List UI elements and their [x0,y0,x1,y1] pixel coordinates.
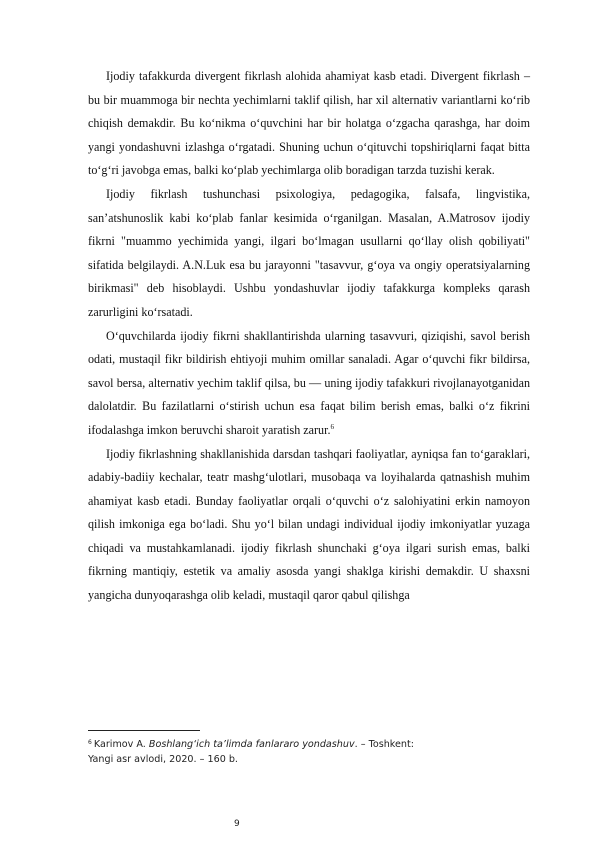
document-body [88,65,530,608]
footnote [88,737,418,767]
paragraph-divergent-thinking [88,65,530,183]
footnote-title: Boshlang‘ich ta’limda fanlararo yondashuv [148,739,355,750]
footnote-number: 6 [88,739,92,746]
paragraph-extracurricular [88,443,530,608]
paragraph-student-factors [88,325,530,443]
footnote-author: Karimov A. [93,739,146,750]
footnote-publication: . – Toshkent: Yangi asr avlodi, 2020. – 160 b. [88,739,414,765]
paragraph-text: Ijodiy tafakkurda divergent fikrlash alohida ahamiyat kasb etadi. Divergent fikrlash – bu bir muammoga bir nechta yechimlarni taklif qilish, har xil alternativ variantlarni ko‘rib chiqish demakdir. Bu ko‘nikma o‘quvchini har bir holatga o‘zgacha qarashga, har doim yangi yondashuvni izlashga o‘rgatadi. Shuning uchun o‘qituvchi topshiriqlarni faqat bitta to‘g‘ri javobga emas, balki ko‘plab yechimlarga olib boradigan tarzda tuzishi kerak. [88,69,530,178]
paragraph-text: Ijodiy fikrlash tushunchasi psixologiya, pedagogika, falsafa, lingvistika, san’atshunoslik kabi ko‘plab fanlar kesimida o‘rganilgan. Masalan, A.Matrosov ijodiy fikrni "muammo yechimida yangi, ilgari bo‘lmagan usullarni qo‘llay olish qobiliyati" sifatida belgilaydi. A.N.Luk esa bu jarayonni "tasavvur, g‘oya va ongiy operatsiyalarning birikmasi" deb hisoblaydi. Ushbu yondashuvlar ijodiy tafakkurga kompleks qarash zarurligini ko‘rsatadi. [88,186,530,319]
paragraph-text: Ijodiy fikrlashning shakllanishida darsdan tashqari faoliyatlar, ayniqsa fan to‘garaklari, adabiy-badiiy kechalar, teatr mashg‘ulotlari, musobaqa va loyihalarda qatnashish muhim ahamiyat kasb etadi. Bunday faoliyatlar orqali o‘quvchi o‘z salohiyatini erkin namoyon qilish imkoniga ega bo‘ladi. Shu yo‘l bilan undagi individual ijodiy imkoniyatlar yuzaga chiqadi va mustahkamlanadi. ijodiy fikrlash shunchaki g‘oya ilgari surish emas, balki fikrning mantiqiy, estetik va amaliy asosda yangi shaklga kirishi demakdir. U shaxsni yangicha dunyoqarashga olib keladi, mustaqil qaror qabul qilishga [88,446,530,603]
footnote-reference[interactable]: 6 [330,422,334,431]
paragraph-text: O‘quvchilarda ijodiy fikrni shakllantirishda ularning tasavvuri, qiziqishi, savol berish odati, mustaqil fikr bildirish ehtiyoji muhim omillar sanaladi. Agar o‘quvchi fikr bildirsa, savol bersa, alternativ yechim taklif qilsa, bu — uning ijodiy tafakkuri rivojlanayotganidan dalolatdir. Bu fazilatlarni o‘stirish uchun esa faqat bilim berish emas, balki o‘z fikrini ifodalashga imkon beruvchi sharoit yaratish zarur. [88,328,530,437]
footnote-separator [88,730,200,731]
paragraph-creative-thinking-definitions [88,183,530,325]
page-number: 9 [234,819,240,829]
